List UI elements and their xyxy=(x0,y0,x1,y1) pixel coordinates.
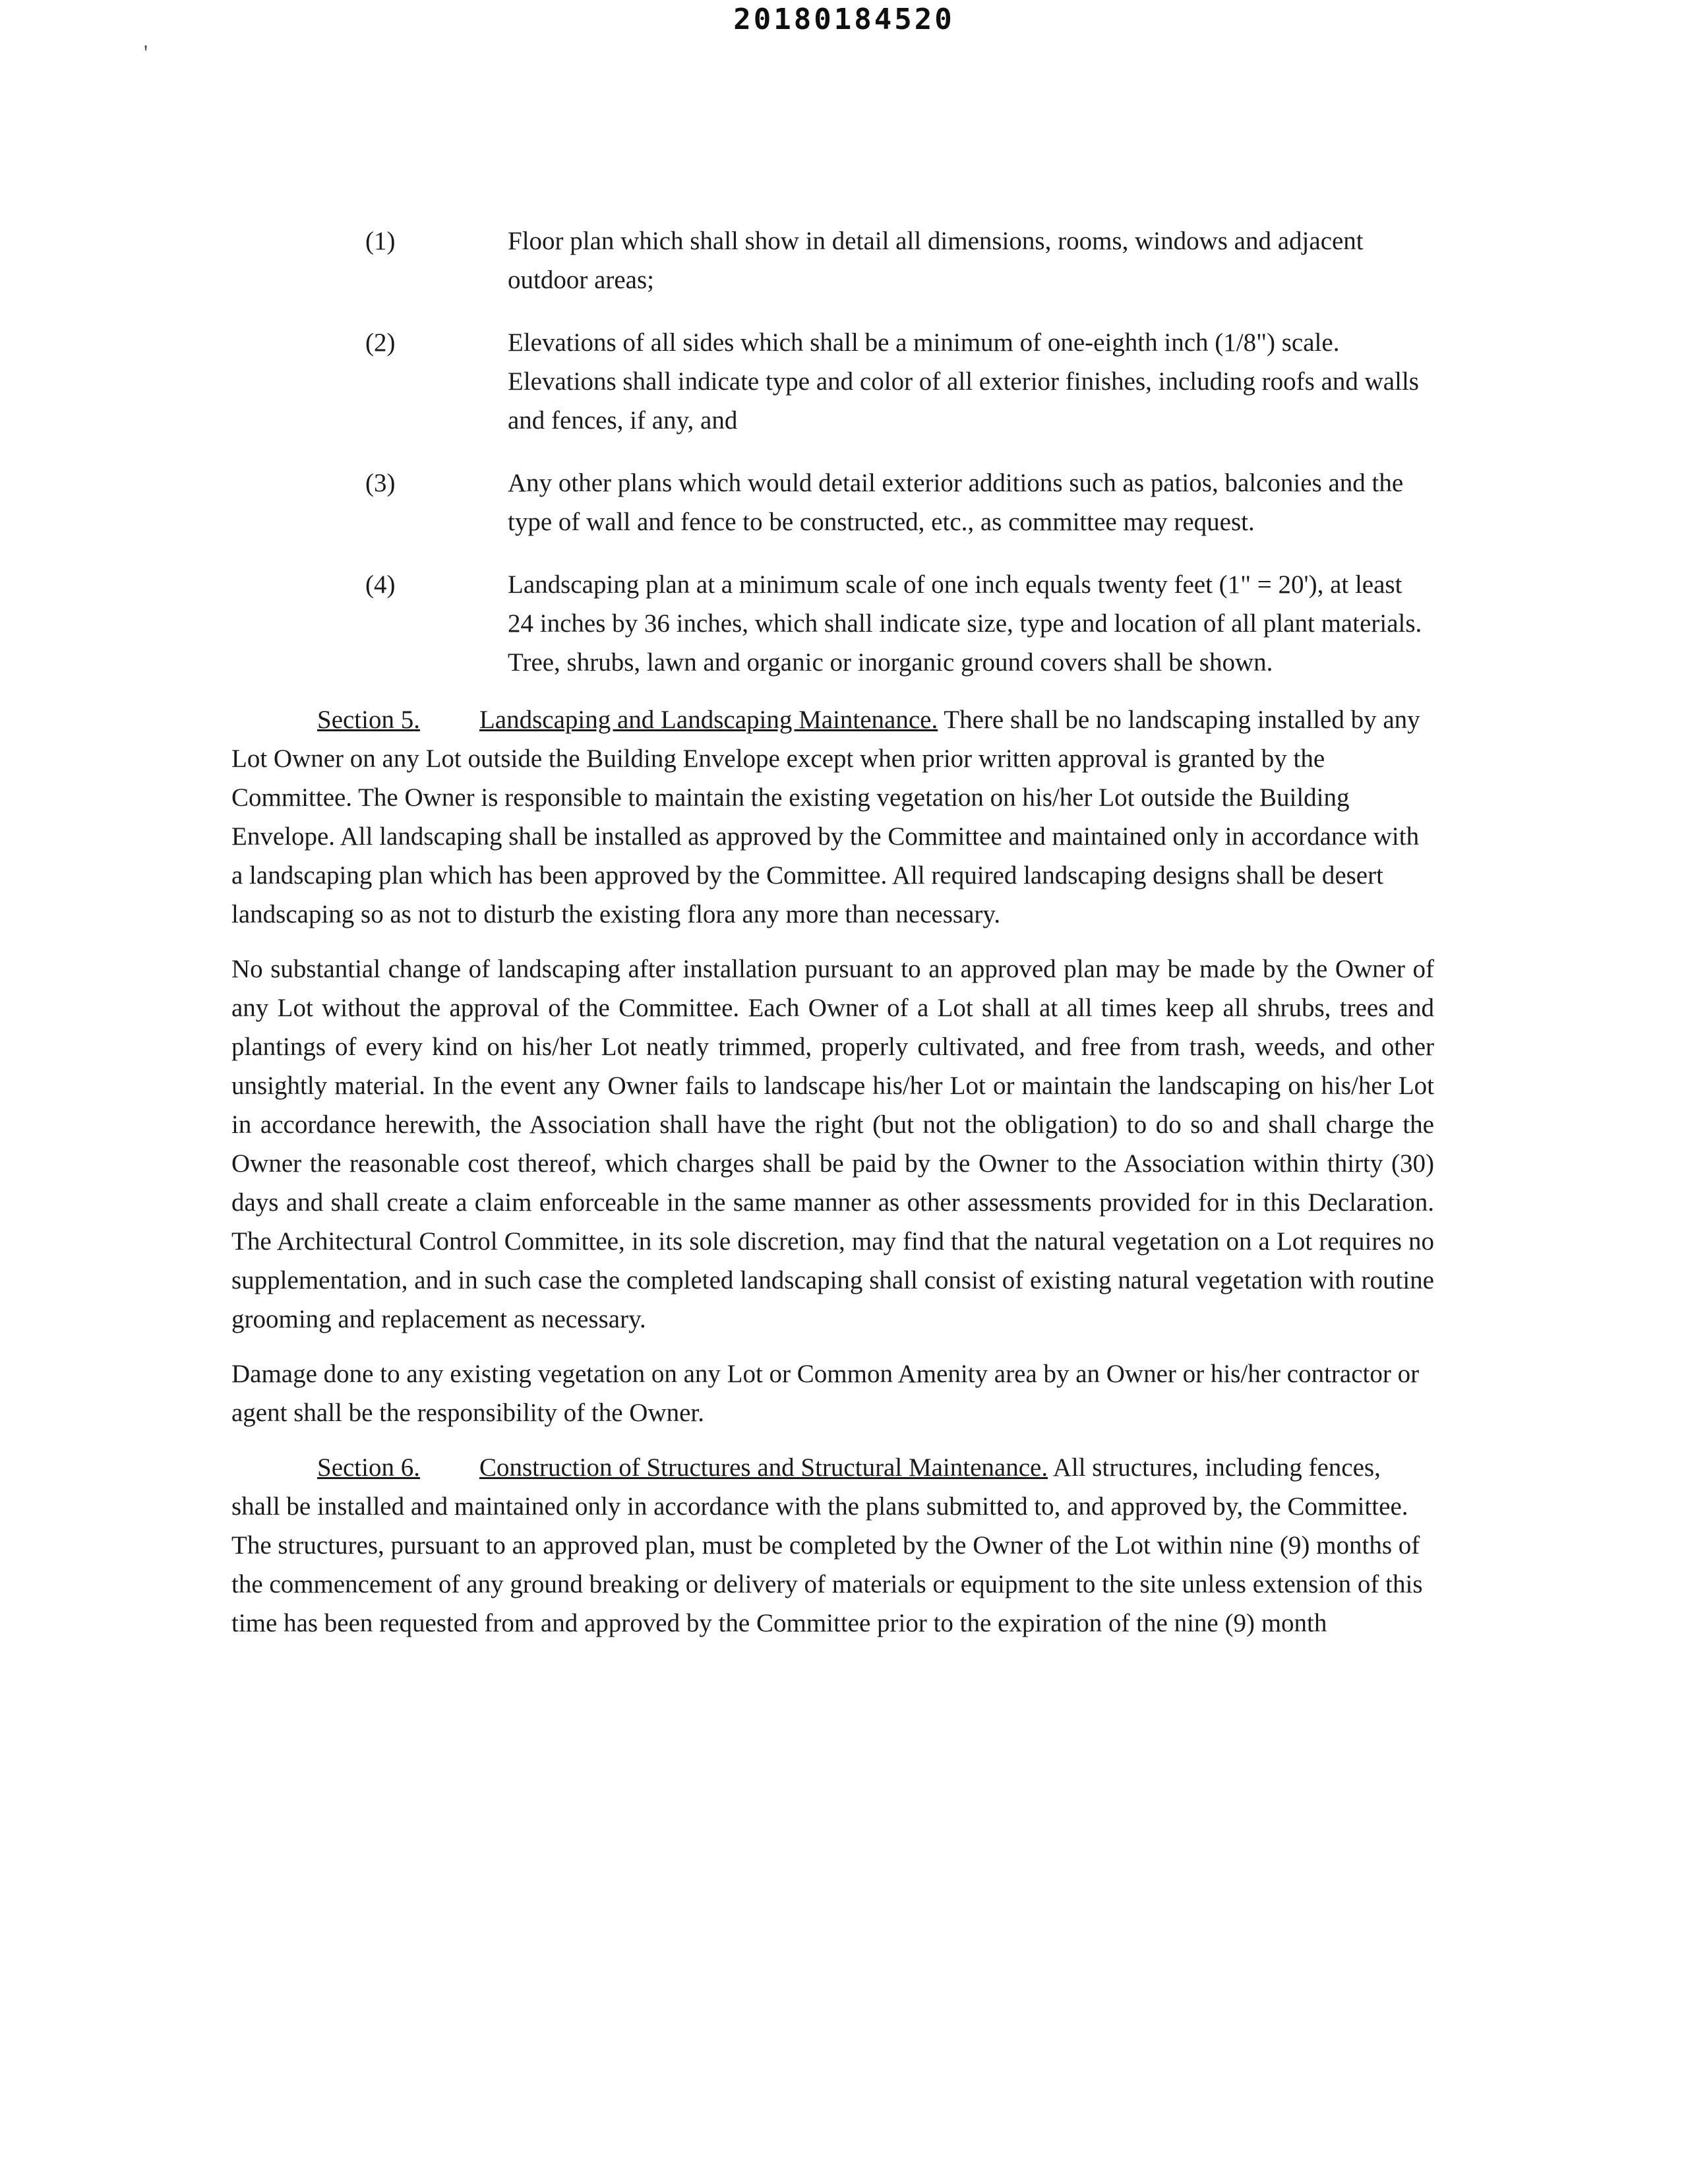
document-number: 20180184520 xyxy=(733,3,955,36)
list-item-text: Any other plans which would detail exterior additions such as patios, balconies and the type of wall and fence to be constructed, etc., as committee may request. xyxy=(508,469,1404,536)
list-item xyxy=(231,464,1434,541)
list-item-text: Landscaping plan at a minimum scale of one inch equals twenty feet (1" = 20'), at least 24 inches by 36 inches, which shall indicate size, type and location of all plant materials. Tree, shrubs, lawn and organic or inorganic ground covers shall be shown. xyxy=(508,570,1422,677)
section-5-title: Landscaping and Landscaping Maintenance. xyxy=(479,706,938,734)
list-item-number: (3) xyxy=(365,469,396,497)
requirements-list xyxy=(231,222,1434,682)
section-5-text: There shall be no landscaping installed by any Lot Owner on any Lot outside the Building Envelope except when prior written approval is granted by the Committee. The Owner is responsible to maintain the existing vegetation on his/her Lot outside the Building Envelope. All landscaping shall be installed as approved by the Committee and maintained only in accordance with a landscaping plan which has been approved by the Committee. All required landscaping designs shall be desert landscaping so as not to disturb the existing flora any more than necessary. xyxy=(231,706,1420,928)
paragraph-landscaping-change: No substantial change of landscaping after installation pursuant to an approved plan may be made by the Owner of any Lot without the approval of the Committee. Each Owner of a Lot shall at all times keep all shrubs, trees and plantings of every kind on his/her Lot neatly trimmed, properly cultivated, and free from trash, weeds, and other unsightly material. In the event any Owner fails to landscape his/her Lot or maintain the landscaping on his/her Lot in accordance herewith, the Association shall have the right (but not the obligation) to do so and shall charge the Owner the reasonable cost thereof, which charges shall be paid by the Owner to the Association within thirty (30) days and shall create a claim enforceable in the same manner as other assessments provided for in this Declaration. The Architectural Control Committee, in its sole discretion, may find that the natural vegetation on a Lot requires no supplementation, and in such case the completed landscaping shall consist of existing natural vegetation with routine grooming and replacement as necessary. xyxy=(231,955,1434,1333)
scan-artifact: ' xyxy=(144,41,148,65)
list-item-number: (4) xyxy=(365,570,396,599)
section-6-label: Section 6. xyxy=(317,1453,420,1482)
list-item-text: Floor plan which shall show in detail all dimensions, rooms, windows and adjacent outdoor areas; xyxy=(508,227,1364,294)
list-item-number: (2) xyxy=(365,328,396,357)
section-6-title: Construction of Structures and Structural Maintenance. xyxy=(479,1453,1048,1482)
list-item xyxy=(231,323,1434,440)
section-5-label: Section 5. xyxy=(317,706,420,734)
list-item-number: (1) xyxy=(365,227,396,255)
section-6-paragraph xyxy=(231,1448,1434,1643)
list-item-text: Elevations of all sides which shall be a minimum of one-eighth inch (1/8") scale. Elevations shall indicate type and color of all exterior finishes, including roofs and walls and fences, if any, and xyxy=(508,328,1419,435)
section-6-text: All structures, including fences, shall be installed and maintained only in accordance with the plans submitted to, and approved by, the Committee. The structures, pursuant to an approved plan, must be completed by the Owner of the Lot within nine (9) months of the commencement of any ground breaking or delivery of materials or equipment to the site unless extension of this time has been requested from and approved by the Committee prior to the expiration of the nine (9) month xyxy=(231,1453,1423,1637)
list-item xyxy=(231,222,1434,299)
list-item xyxy=(231,565,1434,682)
document-content xyxy=(231,222,1434,1643)
paragraph-damage-responsibility: Damage done to any existing vegetation on any Lot or Common Amenity area by an Owner or his/her contractor or agent shall be the responsibility of the Owner. xyxy=(231,1360,1420,1427)
section-5-paragraph xyxy=(231,700,1434,934)
